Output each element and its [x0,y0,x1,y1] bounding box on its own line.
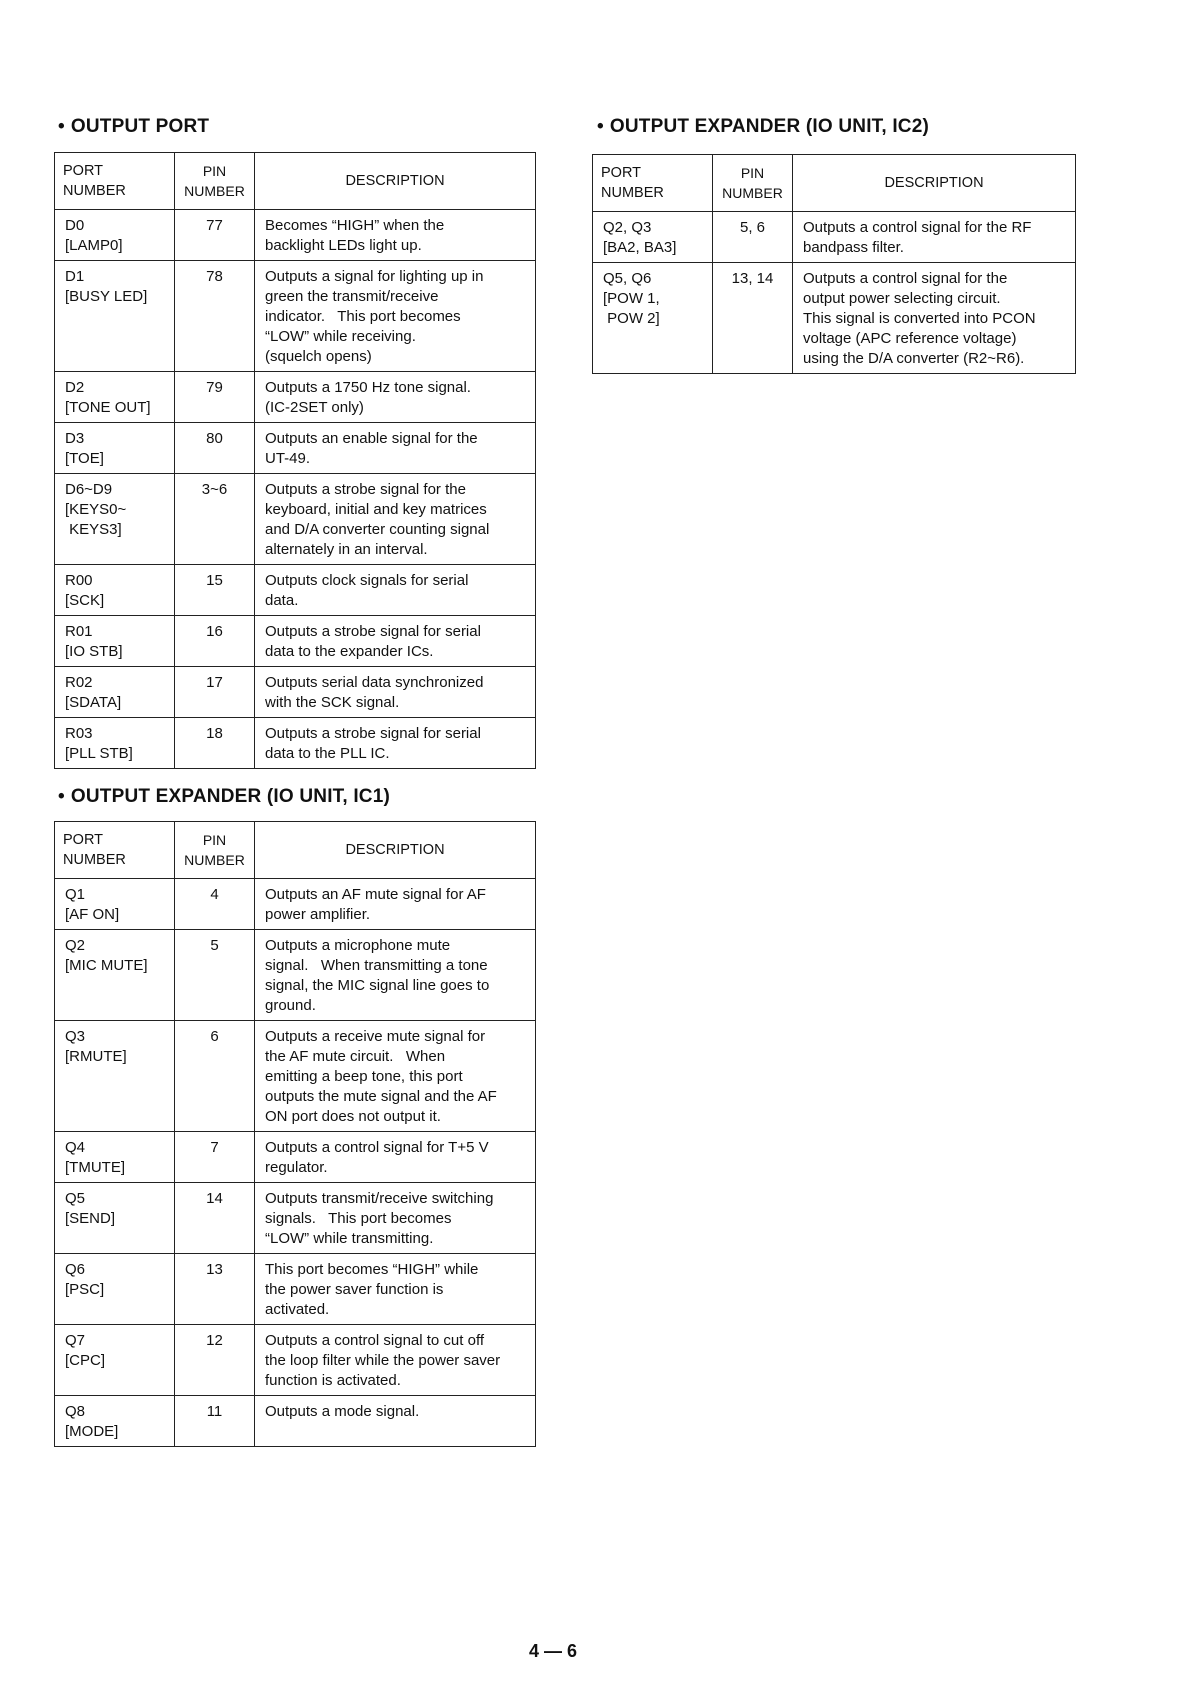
port-number-cell [55,667,175,718]
port-number-cell [55,372,175,423]
port-line: [SCK] [65,592,105,609]
port-number-cell [55,616,175,667]
port-line: [BUSY LED] [65,288,148,305]
description-cell [255,1132,536,1183]
output-port-title: • OUTPUT PORT [58,116,210,137]
description-line: voltage (APC reference voltage) [803,330,1017,347]
table-row [55,1254,536,1325]
description-line: (squelch opens) [265,348,372,365]
description-cell [255,372,536,423]
pin-number-cell: 12 [175,1325,255,1396]
table-row [55,1396,536,1447]
description-line: Outputs serial data synchronized [265,674,484,691]
description-cell [255,879,536,930]
port-line: R02 [65,674,93,691]
header-description: DESCRIPTION [793,155,1076,212]
pin-number-cell: 15 [175,565,255,616]
table-row [55,616,536,667]
description-line: signal. When transmitting a tone [265,957,488,974]
description-line: Outputs an AF mute signal for AF [265,886,486,903]
header-pin-number: PIN NUMBER [713,155,793,212]
port-number-cell [55,1132,175,1183]
header-description: DESCRIPTION [255,822,536,879]
table-header-row [593,155,1076,212]
description-line: green the transmit/receive [265,288,439,305]
description-line: “LOW” while receiving. [265,328,416,345]
port-line: Q2, Q3 [603,219,652,236]
description-line: activated. [265,1301,330,1318]
header-port-number: PORT NUMBER [593,155,713,212]
pin-number-cell: 13, 14 [713,263,793,374]
description-line: alternately in an interval. [265,541,428,558]
description-line: Outputs a signal for lighting up in [265,268,484,285]
expander-ic1-table [54,821,536,1447]
table-row [55,1021,536,1132]
table-row [55,1325,536,1396]
table-row [593,212,1076,263]
port-line: [RMUTE] [65,1048,127,1065]
port-line: [TMUTE] [65,1159,125,1176]
table-row [55,718,536,769]
description-line: Outputs an enable signal for the [265,430,478,447]
table-row [55,372,536,423]
pin-number-cell: 16 [175,616,255,667]
table-row [55,1183,536,1254]
port-line: KEYS3] [65,521,122,538]
description-cell [255,565,536,616]
description-line: emitting a beep tone, this port [265,1068,463,1085]
port-line: [IO STB] [65,643,123,660]
description-cell [255,210,536,261]
pin-number-cell: 4 [175,879,255,930]
port-line: D0 [65,217,85,234]
port-line: Q4 [65,1139,86,1156]
description-line: ON port does not output it. [265,1108,441,1125]
port-line: R03 [65,725,93,742]
description-line: and D/A converter counting signal [265,521,490,538]
pin-number-cell: 3~6 [175,474,255,565]
description-cell [255,261,536,372]
description-line: indicator. This port becomes [265,308,461,325]
description-line: Outputs a mode signal. [265,1403,420,1420]
description-line: data to the PLL IC. [265,745,390,762]
description-line: the loop filter while the power saver [265,1352,501,1369]
description-cell [793,212,1076,263]
description-line: This signal is converted into PCON [803,310,1036,327]
table-header-row [55,153,536,210]
port-line: R01 [65,623,93,640]
description-cell [255,616,536,667]
port-line: Q5 [65,1190,86,1207]
table-row [55,210,536,261]
pin-number-cell: 77 [175,210,255,261]
port-line: [TOE] [65,450,104,467]
pin-number-cell: 80 [175,423,255,474]
expander-ic2-table [592,154,1076,374]
description-line: signal, the MIC signal line goes to [265,977,490,994]
bullet: • [58,786,65,807]
description-cell [793,263,1076,374]
description-line: keyboard, initial and key matrices [265,501,487,518]
expander-ic1-title: • OUTPUT EXPANDER (IO UNIT, IC1) [58,786,391,807]
pin-number-cell: 14 [175,1183,255,1254]
port-line: [PSC] [65,1281,105,1298]
pin-number-cell: 11 [175,1396,255,1447]
description-cell [255,423,536,474]
port-number-cell [55,930,175,1021]
description-line: output power selecting circuit. [803,290,1001,307]
port-line: D3 [65,430,85,447]
pin-number-cell: 18 [175,718,255,769]
description-line: power amplifier. [265,906,371,923]
pin-number-cell: 13 [175,1254,255,1325]
port-number-cell [55,474,175,565]
table-row [55,261,536,372]
description-line: (IC-2SET only) [265,399,364,416]
port-line: Q3 [65,1028,86,1045]
port-number-cell [55,565,175,616]
header-port-number: PORT NUMBER [55,153,175,210]
description-cell [255,474,536,565]
description-cell [255,667,536,718]
description-cell [255,1021,536,1132]
pin-number-cell: 5 [175,930,255,1021]
description-cell [255,930,536,1021]
description-line: regulator. [265,1159,328,1176]
port-number-cell [55,210,175,261]
port-line: [AF ON] [65,906,120,923]
port-line: [KEYS0~ [65,501,127,518]
pin-number-cell: 6 [175,1021,255,1132]
port-line: Q1 [65,886,86,903]
port-line: [POW 1, [603,290,660,307]
description-line: UT-49. [265,450,311,467]
description-line: Outputs a strobe signal for serial [265,725,481,742]
table-row [55,565,536,616]
description-line: “LOW” while transmitting. [265,1230,434,1247]
bullet: • [58,116,65,137]
port-number-cell [55,423,175,474]
description-line: outputs the mute signal and the AF [265,1088,497,1105]
table-row [55,667,536,718]
table-row [55,474,536,565]
port-number-cell [55,1396,175,1447]
port-line: [MIC MUTE] [65,957,148,974]
description-line: Outputs a control signal for T+5 V [265,1139,489,1156]
pin-number-cell: 17 [175,667,255,718]
port-number-cell [55,1254,175,1325]
description-line: the AF mute circuit. When [265,1048,446,1065]
header-pin-number: PIN NUMBER [175,153,255,210]
description-line: data. [265,592,299,609]
description-cell [255,1396,536,1447]
page-number: 4 — 6 [529,1641,578,1661]
description-cell [255,1325,536,1396]
output-port-table [54,152,536,769]
description-cell [255,718,536,769]
description-cell [255,1254,536,1325]
port-number-cell [593,212,713,263]
port-line: [BA2, BA3] [603,239,677,256]
pin-number-cell: 5, 6 [713,212,793,263]
table-row [55,423,536,474]
description-cell [255,1183,536,1254]
port-number-cell [55,1021,175,1132]
expander-ic2-title: • OUTPUT EXPANDER (IO UNIT, IC2) [597,116,930,137]
description-line: ground. [265,997,316,1014]
description-line: Outputs a 1750 Hz tone signal. [265,379,471,396]
table-row [55,1132,536,1183]
port-line: [SDATA] [65,694,122,711]
description-line: Becomes “HIGH” when the [265,217,445,234]
port-line: D1 [65,268,85,285]
port-line: Q5, Q6 [603,270,652,287]
port-number-cell [55,1183,175,1254]
port-line: [MODE] [65,1423,119,1440]
port-number-cell [55,1325,175,1396]
description-line: backlight LEDs light up. [265,237,422,254]
description-line: Outputs a strobe signal for the [265,481,466,498]
pin-number-cell: 7 [175,1132,255,1183]
description-line: the power saver function is [265,1281,444,1298]
description-line: Outputs a receive mute signal for [265,1028,486,1045]
port-line: Q7 [65,1332,86,1349]
description-line: with the SCK signal. [265,694,400,711]
port-line: Q2 [65,937,86,954]
port-number-cell [55,718,175,769]
description-line: Outputs a strobe signal for serial [265,623,481,640]
description-line: using the D/A converter (R2~R6). [803,350,1025,367]
table-row [593,263,1076,374]
description-line: bandpass filter. [803,239,904,256]
port-number-cell [55,261,175,372]
description-line: signals. This port becomes [265,1210,452,1227]
port-line: [TONE OUT] [65,399,151,416]
description-line: Outputs a control signal for the RF [803,219,1032,236]
pin-number-cell: 78 [175,261,255,372]
description-line: function is activated. [265,1372,401,1389]
description-line: Outputs a control signal to cut off [265,1332,485,1349]
port-line: [PLL STB] [65,745,133,762]
table-header-row [55,822,536,879]
description-line: Outputs a microphone mute [265,937,451,954]
description-line: Outputs clock signals for serial [265,572,469,589]
description-line: Outputs a control signal for the [803,270,1008,287]
header-pin-number: PIN NUMBER [175,822,255,879]
port-line: POW 2] [603,310,660,327]
port-number-cell [593,263,713,374]
port-line: Q6 [65,1261,86,1278]
description-line: Outputs transmit/receive switching [265,1190,494,1207]
port-number-cell [55,879,175,930]
port-line: [SEND] [65,1210,116,1227]
description-line: data to the expander ICs. [265,643,434,660]
header-description: DESCRIPTION [255,153,536,210]
pin-number-cell: 79 [175,372,255,423]
port-line: [LAMP0] [65,237,123,254]
table-row [55,930,536,1021]
description-line: This port becomes “HIGH” while [265,1261,479,1278]
header-port-number: PORT NUMBER [55,822,175,879]
port-line: [CPC] [65,1352,106,1369]
port-line: D6~D9 [65,481,113,498]
port-line: Q8 [65,1403,86,1420]
port-line: D2 [65,379,85,396]
table-row [55,879,536,930]
bullet: • [597,116,604,137]
port-line: R00 [65,572,93,589]
